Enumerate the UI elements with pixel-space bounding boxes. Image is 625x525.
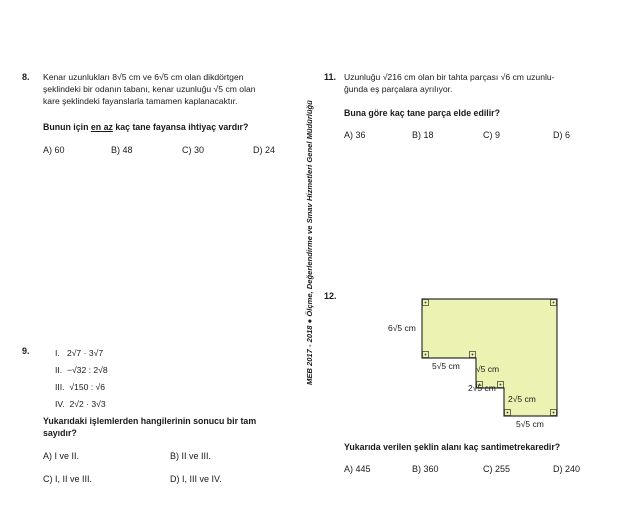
question-9-item-4: IV. 2√2 · 3√3 xyxy=(55,399,106,409)
question-9-item-2: II. −√32 : 2√8 xyxy=(55,365,108,375)
question-12-prompt: Yukarıda verilen şeklin alanı kaç santimetrekaredir? xyxy=(344,442,561,452)
question-8-line-2: şeklindeki bir odanın tabanı, kenar uzunluğu √5 cm olan xyxy=(43,84,256,94)
label-step2-width: 2√5 cm xyxy=(468,383,496,393)
label-step2-height: 2√5 cm xyxy=(508,394,536,404)
question-9-prompt-line-2: sayıdır? xyxy=(43,428,77,438)
question-8-line-3: kare şeklindeki fayanslarla tamamen kaplanacaktır. xyxy=(43,96,238,106)
question-8-option-b[interactable]: B) 48 xyxy=(111,145,133,155)
question-9-option-b[interactable]: B) II ve III. xyxy=(170,451,212,461)
question-11-option-d[interactable]: D) 6 xyxy=(553,130,571,140)
staircase-shape xyxy=(422,299,557,416)
question-8-option-a[interactable]: A) 60 xyxy=(43,145,65,155)
vertical-divider-label: MEB 2017 - 2018 ● Ölçme, Değerlendirme ve Sınav Hizmetleri Genel Müdürlüğü xyxy=(305,100,314,385)
label-step1-height: √5 cm xyxy=(476,364,500,374)
question-11-option-c[interactable]: C) 9 xyxy=(483,130,501,140)
question-11-line-2: ğunda eş parçalara ayrılıyor. xyxy=(344,84,453,94)
question-9-item-1: I. 2√7 · 3√7 xyxy=(55,348,104,358)
question-9-option-a[interactable]: A) I ve II. xyxy=(43,451,80,461)
question-11-line-1: Uzunluğu √216 cm olan bir tahta parçası √6 cm uzunlu- xyxy=(344,72,555,82)
question-8-number: 8. xyxy=(22,72,30,82)
question-12-option-b[interactable]: B) 360 xyxy=(412,464,439,474)
label-left-height: 6√5 cm xyxy=(388,323,416,333)
question-8-prompt-pre: Bunun için xyxy=(43,122,91,132)
label-bottom-width: 5√5 cm xyxy=(516,419,544,429)
question-8-option-c[interactable]: C) 30 xyxy=(182,145,205,155)
label-step1-width: 5√5 cm xyxy=(432,361,460,371)
question-11-prompt: Buna göre kaç tane parça elde edilir? xyxy=(344,108,500,118)
question-12-number: 12. xyxy=(324,291,337,301)
question-8-prompt-underlined: en az xyxy=(90,122,113,132)
question-9-option-d[interactable]: D) I, III ve IV. xyxy=(170,474,222,484)
question-11-number: 11. xyxy=(324,72,337,82)
question-12-option-d[interactable]: D) 240 xyxy=(553,464,581,474)
question-12-option-a[interactable]: A) 445 xyxy=(344,464,371,474)
question-8-line-1: Kenar uzunlukları 8√5 cm ve 6√5 cm olan dikdörtgen xyxy=(43,72,244,82)
question-11-option-b[interactable]: B) 18 xyxy=(412,130,434,140)
question-9-item-3: III. √150 : √6 xyxy=(55,382,106,392)
question-9-prompt-line-1: Yukarıdaki işlemlerden hangilerinin sonucu bir tam xyxy=(43,416,257,426)
question-9-option-c[interactable]: C) I, II ve III. xyxy=(43,474,93,484)
question-11-option-a[interactable]: A) 36 xyxy=(344,130,366,140)
question-9-number: 9. xyxy=(22,346,30,356)
question-8-option-d[interactable]: D) 24 xyxy=(253,145,276,155)
question-8-prompt-post: kaç tane fayansa ihtiyaç vardır? xyxy=(112,122,249,132)
question-12-option-c[interactable]: C) 255 xyxy=(483,464,511,474)
